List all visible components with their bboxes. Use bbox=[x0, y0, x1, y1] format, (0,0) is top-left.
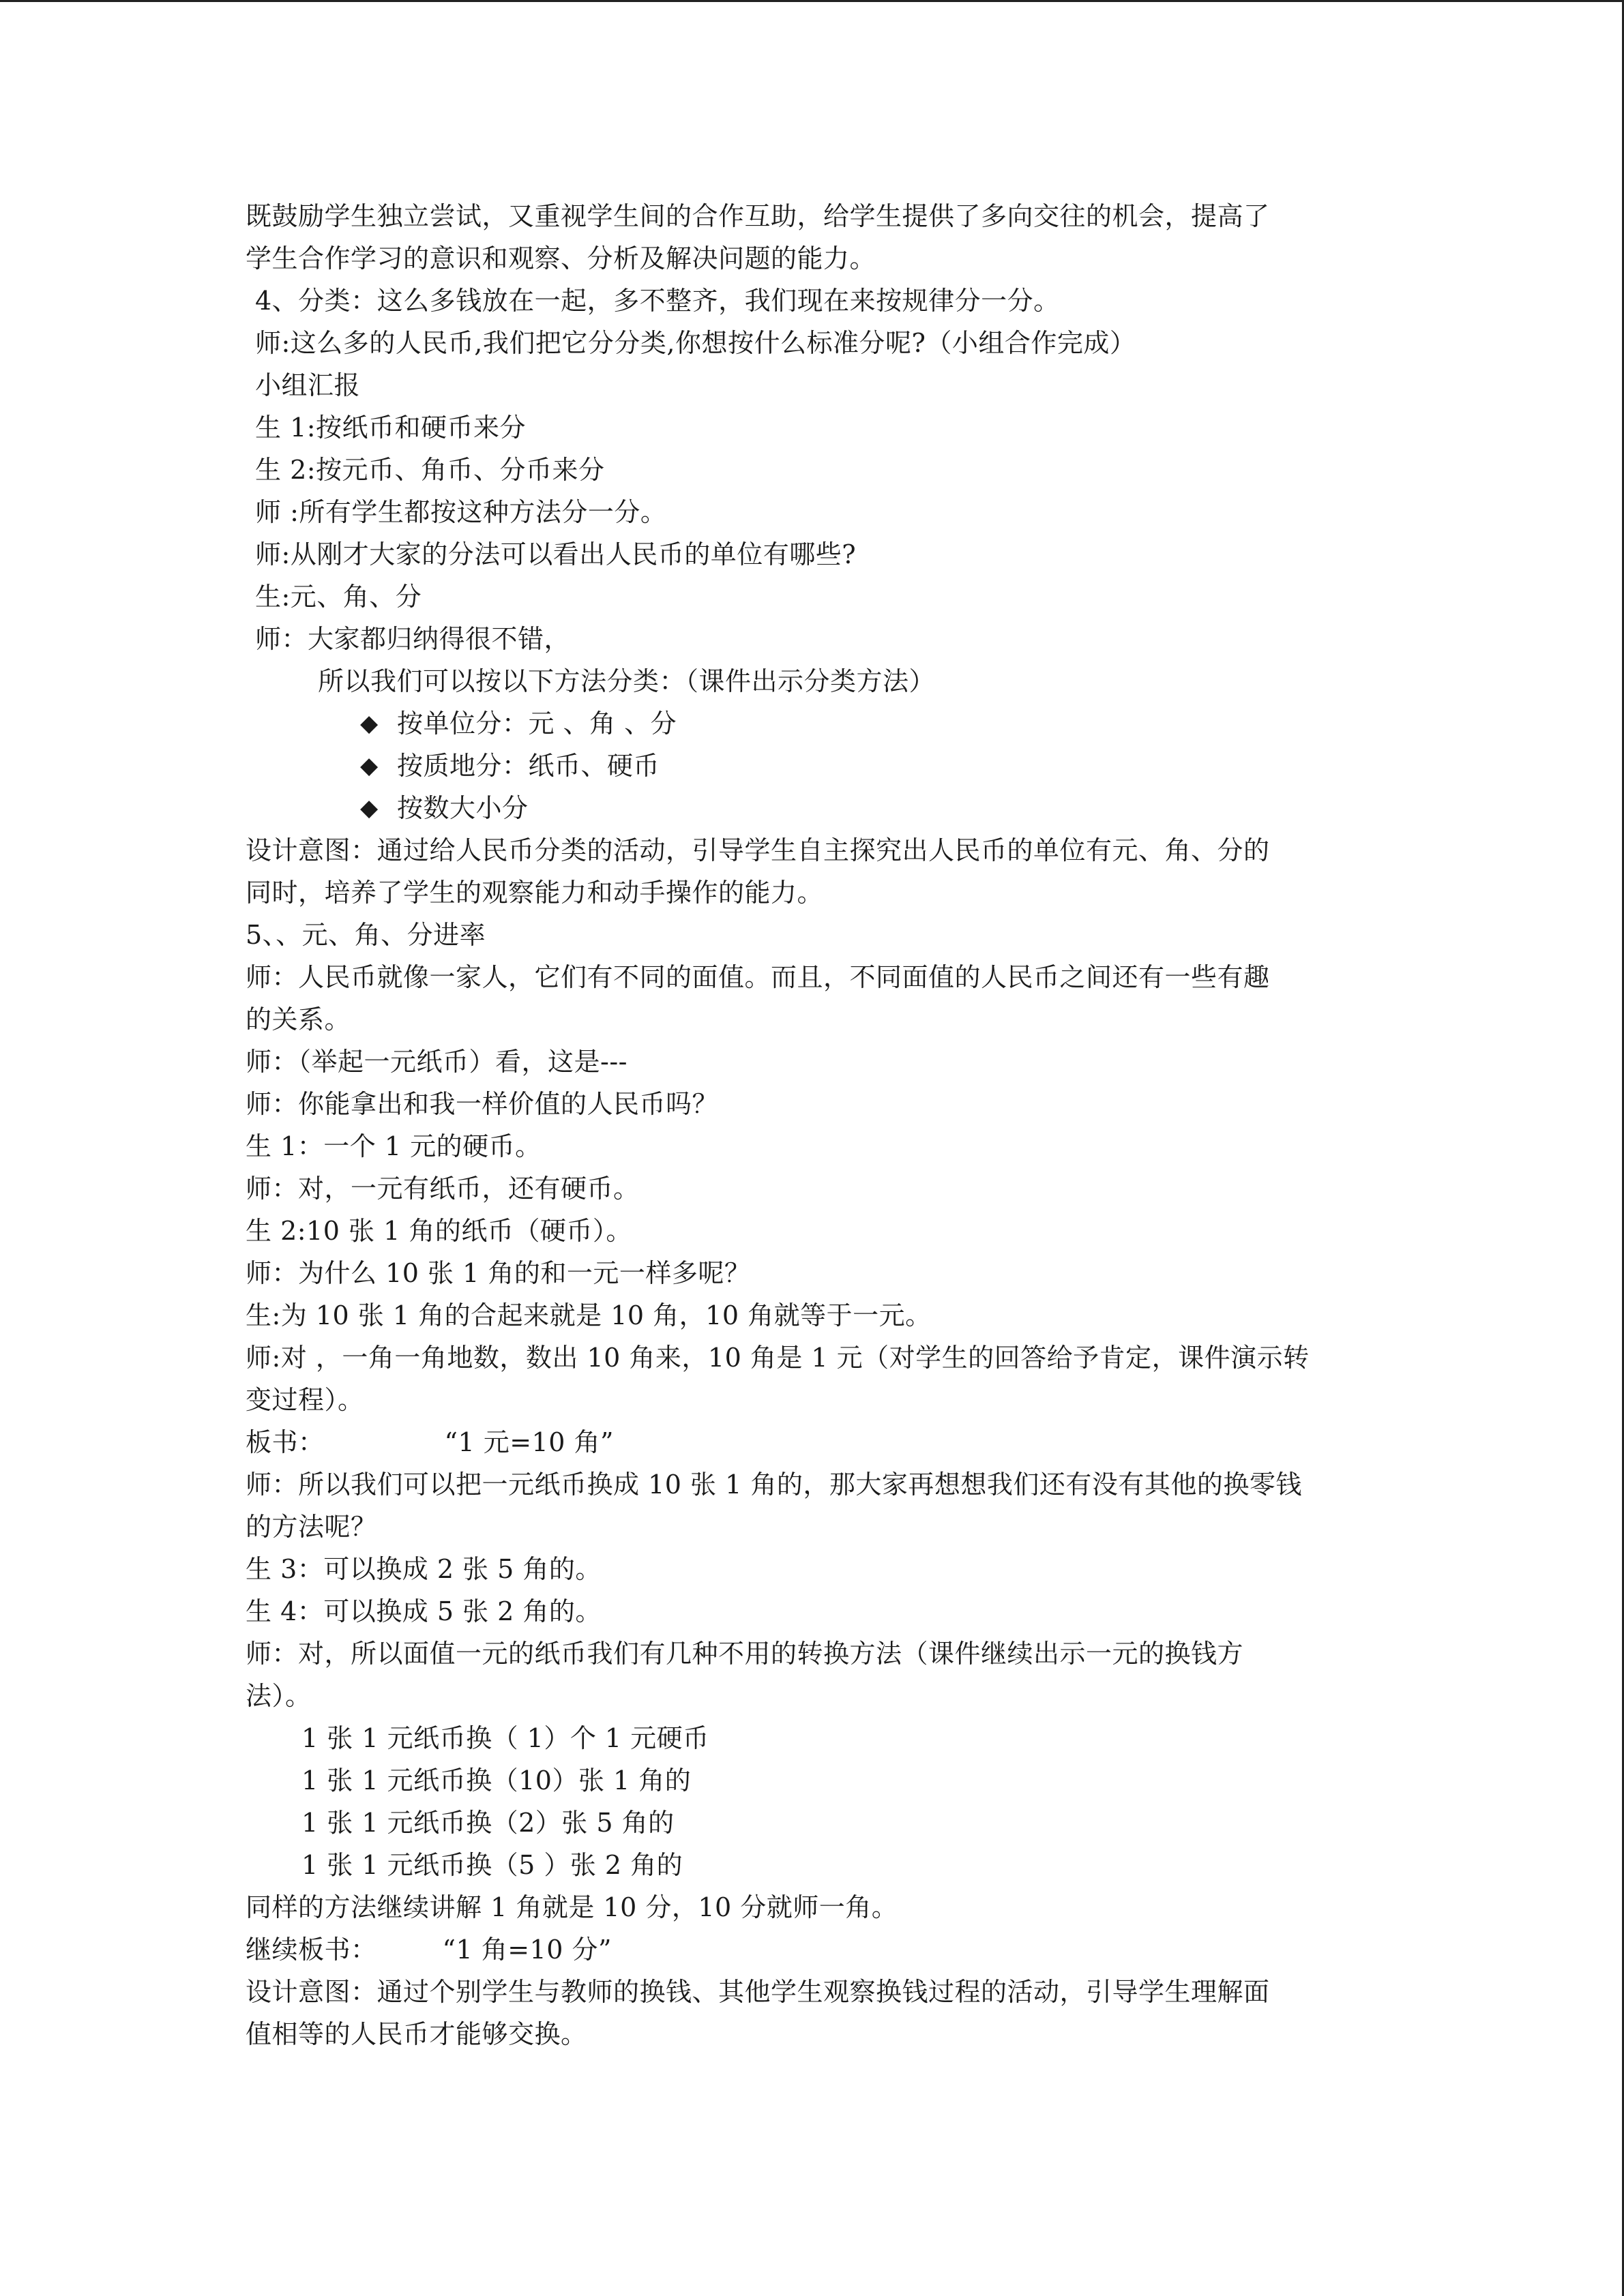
bullet-text: 按数大小分 bbox=[397, 793, 529, 823]
bullet-item bbox=[246, 702, 1391, 745]
bullet-item bbox=[246, 787, 1391, 829]
bullet-text: 按质地分：纸币、硬币 bbox=[397, 751, 660, 781]
exchange-line: 1 张 1 元纸币换（2）张 5 角的 bbox=[301, 1808, 675, 1838]
text-line: 小组汇报 bbox=[255, 370, 361, 400]
text-line: 生 1：一个 1 元的硬币。 bbox=[246, 1131, 542, 1161]
text-line: 同样的方法继续讲解 1 角就是 10 分，10 分就师一角。 bbox=[246, 1892, 898, 1922]
text-line: 设计意图：通过给人民币分类的活动，引导学生自主探究出人民币的单位有元、角、分的 bbox=[246, 835, 1270, 865]
text-line: 值相等的人民币才能够交换。 bbox=[246, 2019, 587, 2049]
diamond-bullet-icon: ◆ bbox=[360, 752, 379, 779]
board-writing-1 bbox=[246, 1421, 1391, 1463]
text-line: 同时，培养了学生的观察能力和动手操作的能力。 bbox=[246, 878, 824, 908]
diamond-bullet-icon: ◆ bbox=[360, 710, 379, 737]
text-line: 师 :所有学生都按这种方法分一分。 bbox=[255, 497, 667, 527]
text-line: 师：对，一元有纸币，还有硬币。 bbox=[246, 1174, 640, 1204]
text-line: 师：为什么 10 张 1 角的和一元一样多呢？ bbox=[246, 1258, 751, 1288]
text-line: 生 3：可以换成 2 张 5 角的。 bbox=[246, 1554, 602, 1584]
text-line: 生:为 10 张 1 角的合起来就是 10 角，10 角就等于一元。 bbox=[246, 1300, 932, 1330]
bullet-item bbox=[246, 745, 1391, 787]
page-border-top bbox=[0, 0, 1624, 2]
text-line: 的方法呢？ bbox=[246, 1512, 377, 1542]
bullet-text: 按单位分：元 、角 、分 bbox=[397, 709, 677, 739]
text-line: 师:从刚才大家的分法可以看出人民币的单位有哪些? bbox=[255, 539, 857, 569]
exchange-line: 1 张 1 元纸币换（10）张 1 角的 bbox=[301, 1765, 692, 1795]
text-line: 师:这么多的人民币,我们把它分分类,你想按什么标准分呢?（小组合作完成） bbox=[255, 328, 1136, 358]
text-line: 所以我们可以按以下方法分类：（课件出示分类方法） bbox=[318, 666, 936, 696]
text-line: 学生合作学习的意识和观察、分析及解决问题的能力。 bbox=[246, 243, 876, 273]
board-label: 板书： bbox=[246, 1427, 325, 1457]
text-line: 师：你能拿出和我一样价值的人民币吗？ bbox=[246, 1089, 719, 1119]
text-line: 既鼓励学生独立尝试，又重视学生间的合作互助，给学生提供了多向交往的机会，提高了 bbox=[246, 201, 1270, 231]
board-value: “1 角=10 分” bbox=[442, 1935, 612, 1965]
text-line: 生 1:按纸币和硬币来分 bbox=[255, 413, 527, 443]
exchange-line: 1 张 1 元纸币换（ 1）个 1 元硬币 bbox=[301, 1723, 709, 1753]
text-line: 师：对，所以面值一元的纸币我们有几种不用的转换方法（课件继续出示一元的换钱方 bbox=[246, 1639, 1244, 1669]
board-value: “1 元=10 角” bbox=[444, 1427, 614, 1457]
document-body bbox=[246, 195, 1391, 2055]
text-line: 师:对 ，一角一角地数，数出 10 角来，10 角是 1 元（对学生的回答给予肯定，课件演示转 bbox=[246, 1343, 1310, 1373]
text-line: 师：大家都归纳得很不错， bbox=[255, 624, 571, 654]
text-line: 师：（举起一元纸币）看，这是--- bbox=[246, 1047, 628, 1077]
text-line: 生 2:按元币、角币、分币来分 bbox=[255, 455, 605, 485]
text-line: 师：所以我们可以把一元纸币换成 10 张 1 角的，那大家再想想我们还有没有其他的换零钱 bbox=[246, 1470, 1302, 1500]
text-line: 生:元、角、分 bbox=[255, 582, 422, 612]
text-line: 设计意图：通过个别学生与教师的换钱、其他学生观察换钱过程的活动，引导学生理解面 bbox=[246, 1977, 1270, 2007]
text-line: 4、分类：这么多钱放在一起，多不整齐，我们现在来按规律分一分。 bbox=[255, 286, 1060, 316]
text-line: 变过程）。 bbox=[246, 1385, 364, 1415]
text-line: 师：人民币就像一家人，它们有不同的面值。而且，不同面值的人民币之间还有一些有趣 bbox=[246, 962, 1270, 992]
text-line: 的关系。 bbox=[246, 1004, 351, 1034]
text-line: 生 2:10 张 1 角的纸币（硬币）。 bbox=[246, 1216, 632, 1246]
section-heading: 5、、元、角、分进率 bbox=[246, 920, 486, 950]
text-line: 生 4：可以换成 5 张 2 角的。 bbox=[246, 1596, 602, 1626]
board-label: 继续板书： bbox=[246, 1935, 377, 1965]
exchange-line: 1 张 1 元纸币换（5 ）张 2 角的 bbox=[301, 1850, 683, 1880]
text-line: 法）。 bbox=[246, 1681, 312, 1711]
board-writing-2 bbox=[246, 1928, 1391, 1971]
diamond-bullet-icon: ◆ bbox=[360, 794, 379, 822]
